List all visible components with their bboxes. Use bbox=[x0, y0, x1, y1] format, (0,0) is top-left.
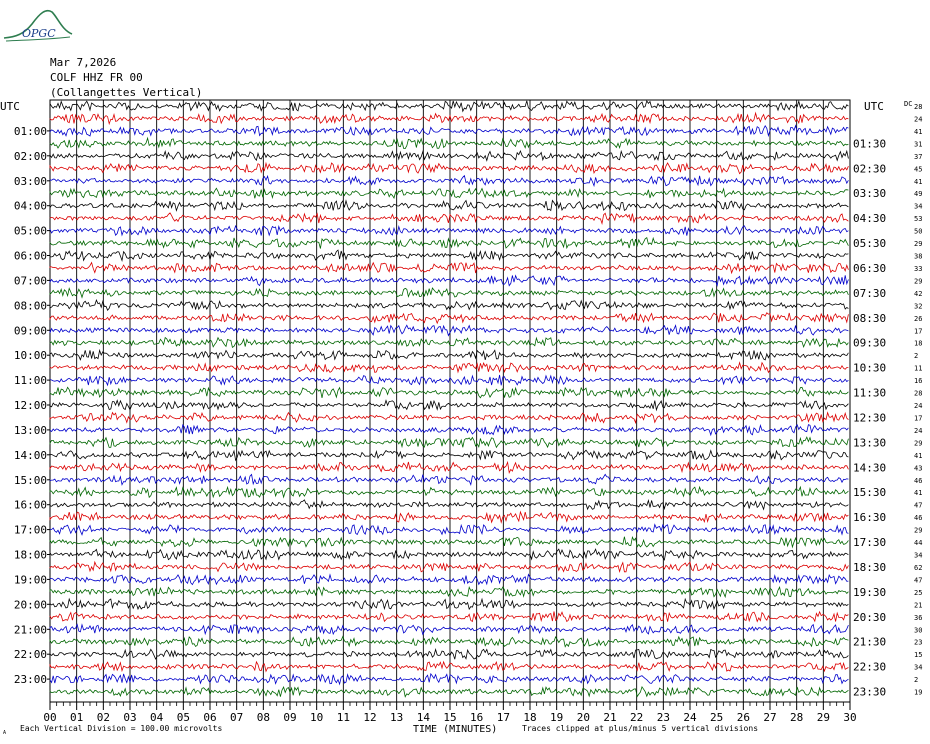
seismic-trace bbox=[50, 151, 848, 161]
left-hour-label: 17:00 bbox=[13, 523, 47, 537]
dc-offset-label: 46 bbox=[914, 476, 923, 485]
dc-offset-label: 34 bbox=[914, 663, 923, 672]
right-hour-label: 10:30 bbox=[853, 361, 887, 375]
x-tick-label: 05 bbox=[176, 711, 190, 724]
left-hour-label: 08:00 bbox=[13, 299, 47, 313]
left-hour-label: 20:00 bbox=[13, 598, 47, 612]
x-tick-label: 09 bbox=[283, 711, 297, 724]
right-hour-label: 19:30 bbox=[853, 585, 887, 599]
seismic-trace bbox=[50, 500, 848, 509]
seismic-trace bbox=[50, 375, 848, 385]
dc-offset-label: 41 bbox=[914, 489, 923, 498]
location-label: (Collangettes Vertical) bbox=[50, 86, 203, 99]
dc-offset-label: 38 bbox=[914, 252, 923, 261]
dc-offset-label: 28 bbox=[914, 103, 923, 111]
seismic-trace bbox=[50, 687, 848, 697]
seismic-trace bbox=[50, 587, 848, 597]
dc-offset-label: 46 bbox=[914, 514, 923, 523]
right-hour-label: 04:30 bbox=[853, 212, 887, 226]
seismic-trace bbox=[50, 275, 848, 285]
dc-offset-label: 17 bbox=[914, 327, 923, 336]
seismic-trace bbox=[50, 637, 848, 647]
left-hour-label: 22:00 bbox=[13, 648, 47, 662]
seismic-trace bbox=[50, 126, 848, 136]
x-tick-label: 25 bbox=[710, 711, 724, 724]
clip-note: Traces clipped at plus/minus 5 vertical divisions bbox=[522, 724, 759, 733]
seismic-trace bbox=[50, 450, 848, 460]
dc-offset-label: 34 bbox=[914, 202, 923, 211]
dc-offset-label: 42 bbox=[914, 289, 923, 298]
left-hour-label: 14:00 bbox=[13, 448, 47, 462]
x-tick-label: 08 bbox=[256, 711, 270, 724]
left-hour-label: 01:00 bbox=[13, 124, 47, 138]
seismic-trace bbox=[50, 325, 848, 335]
right-hour-label: 21:30 bbox=[853, 635, 887, 649]
seismic-trace bbox=[50, 649, 848, 659]
right-hour-label: 09:30 bbox=[853, 336, 887, 350]
dc-offset-label: 36 bbox=[914, 613, 923, 622]
dc-offset-label: 47 bbox=[914, 576, 923, 585]
x-tick-label: 11 bbox=[336, 711, 350, 724]
seismic-trace bbox=[50, 213, 848, 224]
logo-text: OPGC bbox=[22, 27, 56, 40]
station-label: COLF HHZ FR 00 bbox=[50, 71, 143, 84]
dc-offset-label: 19 bbox=[914, 688, 923, 697]
x-axis-label: TIME (MINUTES) bbox=[413, 724, 498, 735]
right-hour-label: 06:30 bbox=[853, 262, 887, 275]
seismic-trace bbox=[50, 163, 848, 174]
x-tick-label: 06 bbox=[203, 711, 217, 724]
seismic-trace bbox=[50, 662, 848, 671]
dc-offset-label: 24 bbox=[914, 426, 923, 435]
left-hour-label: 02:00 bbox=[13, 149, 47, 163]
right-hour-label: 05:30 bbox=[853, 237, 887, 250]
seismic-trace bbox=[50, 599, 848, 609]
right-hour-label: 01:30 bbox=[853, 137, 887, 151]
dc-offset-label: 50 bbox=[914, 227, 923, 236]
x-tick-label: 23 bbox=[656, 711, 670, 724]
dc-offset-label: 2 bbox=[914, 352, 919, 361]
dc-offset-label: 32 bbox=[914, 302, 923, 311]
left-hour-label: 16:00 bbox=[13, 498, 47, 512]
right-hour-label: 17:30 bbox=[853, 536, 887, 549]
dc-offset-label: 25 bbox=[914, 588, 923, 597]
x-tick-label: 28 bbox=[790, 711, 804, 724]
seismic-trace bbox=[50, 113, 848, 124]
x-tick-label: 16 bbox=[470, 711, 484, 724]
dc-offset-label: 53 bbox=[914, 215, 923, 224]
dc-offset-label: 24 bbox=[914, 115, 923, 124]
right-hour-label: 08:30 bbox=[853, 311, 887, 325]
left-hour-label: 13:00 bbox=[13, 423, 47, 437]
dc-label: DC bbox=[904, 100, 913, 108]
seismic-trace bbox=[50, 625, 848, 635]
right-hour-label: 14:30 bbox=[853, 461, 887, 475]
x-tick-label: 13 bbox=[390, 711, 404, 724]
x-tick-label: 30 bbox=[843, 711, 857, 724]
seismic-trace bbox=[50, 288, 848, 297]
dc-offset-label: 15 bbox=[914, 651, 923, 660]
dc-offset-label: 29 bbox=[914, 240, 923, 248]
seismic-trace bbox=[50, 363, 848, 373]
left-hour-label: 19:00 bbox=[13, 573, 47, 587]
seismic-trace bbox=[50, 462, 848, 473]
x-tick-label: 02 bbox=[96, 711, 110, 724]
seismic-trace bbox=[50, 437, 848, 447]
dc-offset-label: 44 bbox=[914, 539, 923, 547]
left-hour-label: 04:00 bbox=[13, 199, 47, 213]
dc-offset-label: 18 bbox=[914, 339, 923, 348]
seismic-trace bbox=[50, 487, 848, 497]
seismic-trace bbox=[50, 101, 848, 112]
dc-offset-label: 21 bbox=[914, 601, 923, 610]
seismic-trace bbox=[50, 537, 848, 547]
left-hour-label: 05:00 bbox=[13, 224, 47, 238]
seismic-trace bbox=[50, 387, 848, 398]
trace-group bbox=[50, 101, 848, 697]
dc-offset-label: 2 bbox=[914, 676, 919, 685]
dc-offset-label: 29 bbox=[914, 277, 923, 286]
seismic-trace bbox=[50, 674, 848, 684]
seismic-trace bbox=[50, 525, 848, 535]
seismic-trace bbox=[50, 425, 848, 435]
dc-offset-label: 62 bbox=[914, 564, 923, 572]
seismic-trace bbox=[50, 226, 848, 236]
right-hour-label: 02:30 bbox=[853, 162, 887, 176]
seismic-trace bbox=[50, 413, 848, 423]
left-hour-label: 23:00 bbox=[13, 673, 47, 687]
seismic-trace bbox=[50, 575, 848, 585]
x-tick-label: 22 bbox=[630, 711, 644, 724]
seismic-trace bbox=[50, 263, 848, 273]
seismic-trace bbox=[50, 176, 848, 186]
x-tick-label: 14 bbox=[416, 711, 430, 724]
dc-offset-label: 37 bbox=[914, 152, 923, 161]
dc-offset-label: 29 bbox=[914, 439, 923, 448]
seismic-trace bbox=[50, 562, 848, 572]
x-tick-label: 24 bbox=[683, 711, 697, 724]
right-hour-label: 23:30 bbox=[853, 685, 887, 699]
dc-offset-label: 41 bbox=[914, 177, 923, 186]
corner-mark: A bbox=[3, 730, 7, 736]
x-tick-label: 17 bbox=[496, 711, 510, 724]
chart-grid bbox=[50, 100, 850, 702]
x-tick-label: 20 bbox=[576, 711, 590, 724]
left-hour-label: 06:00 bbox=[13, 249, 47, 263]
seismic-trace bbox=[50, 350, 848, 360]
x-tick-label: 04 bbox=[150, 711, 164, 724]
seismic-trace bbox=[50, 250, 848, 260]
x-tick-label: 26 bbox=[736, 711, 750, 724]
seismic-trace bbox=[50, 138, 848, 148]
right-hour-label: 13:30 bbox=[853, 436, 887, 450]
dc-offset-label: 33 bbox=[914, 265, 923, 273]
x-tick-label: 19 bbox=[550, 711, 564, 724]
dc-offset-label: 34 bbox=[914, 551, 923, 560]
right-hour-label: 22:30 bbox=[853, 660, 887, 674]
x-tick-label: 27 bbox=[763, 711, 777, 724]
dc-offset-label: 28 bbox=[914, 389, 923, 398]
x-tick-label: 21 bbox=[603, 711, 617, 724]
x-tick-label: 01 bbox=[70, 711, 84, 724]
dc-offset-label: 11 bbox=[914, 364, 923, 373]
seismic-trace bbox=[50, 188, 848, 198]
left-hour-label: 21:00 bbox=[13, 623, 47, 637]
left-hour-label: 03:00 bbox=[13, 174, 47, 188]
x-tick-label: 18 bbox=[523, 711, 537, 724]
right-hour-label: 20:30 bbox=[853, 610, 887, 624]
left-hour-label: 11:00 bbox=[13, 374, 47, 388]
left-hour-label: 15:00 bbox=[13, 473, 47, 487]
dc-offset-label: 17 bbox=[914, 414, 923, 423]
x-tick-label: 07 bbox=[230, 711, 244, 724]
dc-offset-label: 41 bbox=[914, 451, 923, 460]
x-tick-label: 03 bbox=[123, 711, 137, 724]
date-label: Mar 7,2026 bbox=[50, 56, 117, 69]
dc-offset-label: 24 bbox=[914, 402, 923, 410]
dc-offset-label: 43 bbox=[914, 464, 923, 473]
right-hour-label: 12:30 bbox=[853, 411, 887, 425]
dc-offset-label: 29 bbox=[914, 526, 923, 535]
dc-offset-label: 26 bbox=[914, 314, 923, 323]
seismic-trace bbox=[50, 338, 848, 348]
x-tick-label: 12 bbox=[363, 711, 377, 724]
dc-offset-label: 45 bbox=[914, 165, 923, 174]
seismic-trace bbox=[50, 549, 848, 560]
x-tick-label: 00 bbox=[43, 711, 57, 724]
right-hour-label: 18:30 bbox=[853, 561, 887, 574]
right-hour-label: 11:30 bbox=[853, 386, 887, 400]
scale-note: Each Vertical Division = 100.00 microvolts bbox=[20, 724, 223, 733]
left-axis-title: UTC bbox=[0, 100, 20, 113]
dc-offset-label: 49 bbox=[914, 190, 923, 199]
dc-offset-label: 47 bbox=[914, 501, 923, 510]
seismic-trace bbox=[50, 313, 848, 323]
left-hour-label: 10:00 bbox=[13, 349, 47, 363]
seismic-trace bbox=[50, 201, 848, 211]
x-tick-label: 29 bbox=[816, 711, 830, 724]
left-hour-label: 07:00 bbox=[13, 274, 47, 288]
left-hour-label: 12:00 bbox=[13, 399, 47, 412]
label-group bbox=[14, 103, 923, 724]
dc-offset-label: 30 bbox=[914, 626, 923, 635]
dc-offset-label: 23 bbox=[914, 638, 923, 647]
seismic-trace bbox=[50, 512, 848, 522]
dc-offset-label: 16 bbox=[914, 377, 923, 386]
dc-offset-label: 31 bbox=[914, 140, 923, 149]
right-hour-label: 16:30 bbox=[853, 511, 887, 525]
seismic-trace bbox=[50, 612, 848, 622]
seismic-trace bbox=[50, 238, 848, 249]
seismic-trace bbox=[50, 300, 848, 310]
seismic-trace bbox=[50, 400, 848, 409]
right-hour-label: 03:30 bbox=[853, 187, 887, 201]
left-hour-label: 18:00 bbox=[13, 548, 47, 562]
right-hour-label: 15:30 bbox=[853, 486, 887, 500]
left-hour-label: 09:00 bbox=[13, 324, 47, 338]
x-tick-label: 15 bbox=[443, 711, 457, 724]
seismic-trace bbox=[50, 474, 848, 484]
dc-offset-label: 41 bbox=[914, 127, 923, 136]
right-hour-label: 07:30 bbox=[853, 286, 887, 300]
right-axis-title: UTC bbox=[864, 100, 884, 113]
x-tick-label: 10 bbox=[310, 711, 324, 724]
